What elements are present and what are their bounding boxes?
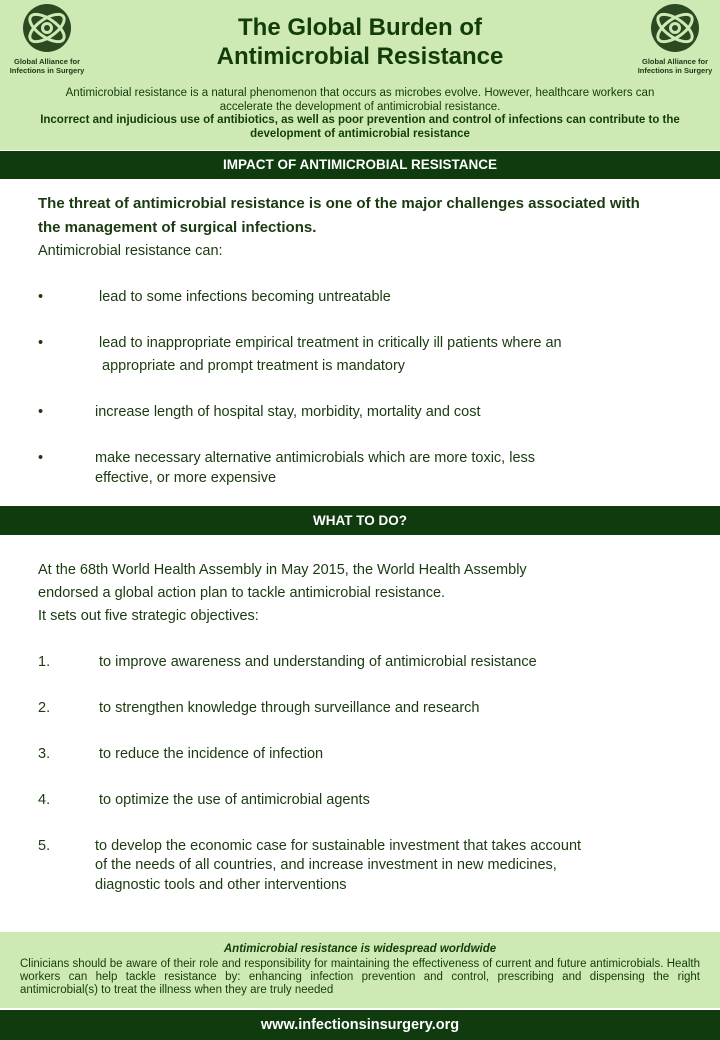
logo-right bbox=[630, 0, 720, 75]
what-to-do-heading-bar: WHAT TO DO? bbox=[0, 506, 720, 535]
footer-title: Antimicrobial resistance is widespread worldwide bbox=[223, 943, 497, 955]
objective-item: 5. to develop the economic case for sustainable investment that takes account of the needs of all countries, and increase investment in new medicines, diagnostic tools and other interventions bbox=[38, 838, 582, 893]
intro-text: Antimicrobial resistance is a natural phenomenon that occurs as microbes evolve. However, healthcare workers can accelerate the development of antimicrobial resistance. Incorrect and injudicious use of antibiotics, as well as poor prevention and control of infections can contribute to the development of antimicrobial resistance bbox=[40, 87, 680, 140]
impact-lead: The threat of antimicrobial resistance is one of the major challenges associated with the management of surgical infections. Antimicrobial resistance can: bbox=[38, 192, 698, 262]
logo-right-text: Global Alliance for Infections in Surgery bbox=[637, 57, 713, 75]
website-link[interactable]: www.infectionsinsurgery.org bbox=[0, 1010, 720, 1040]
impact-item: • lead to inappropriate empirical treatment in critically ill patients where an appropriate and prompt treatment is mandatory bbox=[38, 335, 562, 374]
footer-banner bbox=[0, 932, 720, 1008]
header-banner bbox=[0, 0, 720, 150]
impact-intro: Antimicrobial resistance can: bbox=[38, 243, 223, 259]
impact-heading-bar: IMPACT OF ANTIMICROBIAL RESISTANCE bbox=[0, 151, 720, 179]
todo-intro: At the 68th World Health Assembly in May 2015, the World Health Assembly endorsed a global action plan to tackle antimicrobial resistance. It sets out five strategic objectives: bbox=[38, 562, 527, 624]
footer-text: Clinicians should be aware of their role and responsibility for maintaining the effectiveness of current and future antimicrobials. Health workers can help tackle resistance by: enhancing infection prevention and control, prescribing and dispensing the right antimicrobial(s) to treat the illness when they are truly needed bbox=[20, 958, 700, 996]
globe-logo-icon bbox=[19, 0, 75, 56]
globe-logo-icon bbox=[647, 0, 703, 56]
logo-left-text: Global Alliance for Infections in Surgery bbox=[9, 57, 85, 75]
impact-item: • make necessary alternative antimicrobials which are more toxic, less effective, or more expensive bbox=[38, 450, 536, 486]
page-title: The Global Burden of Antimicrobial Resistance bbox=[216, 14, 504, 70]
logo-left bbox=[2, 0, 92, 75]
